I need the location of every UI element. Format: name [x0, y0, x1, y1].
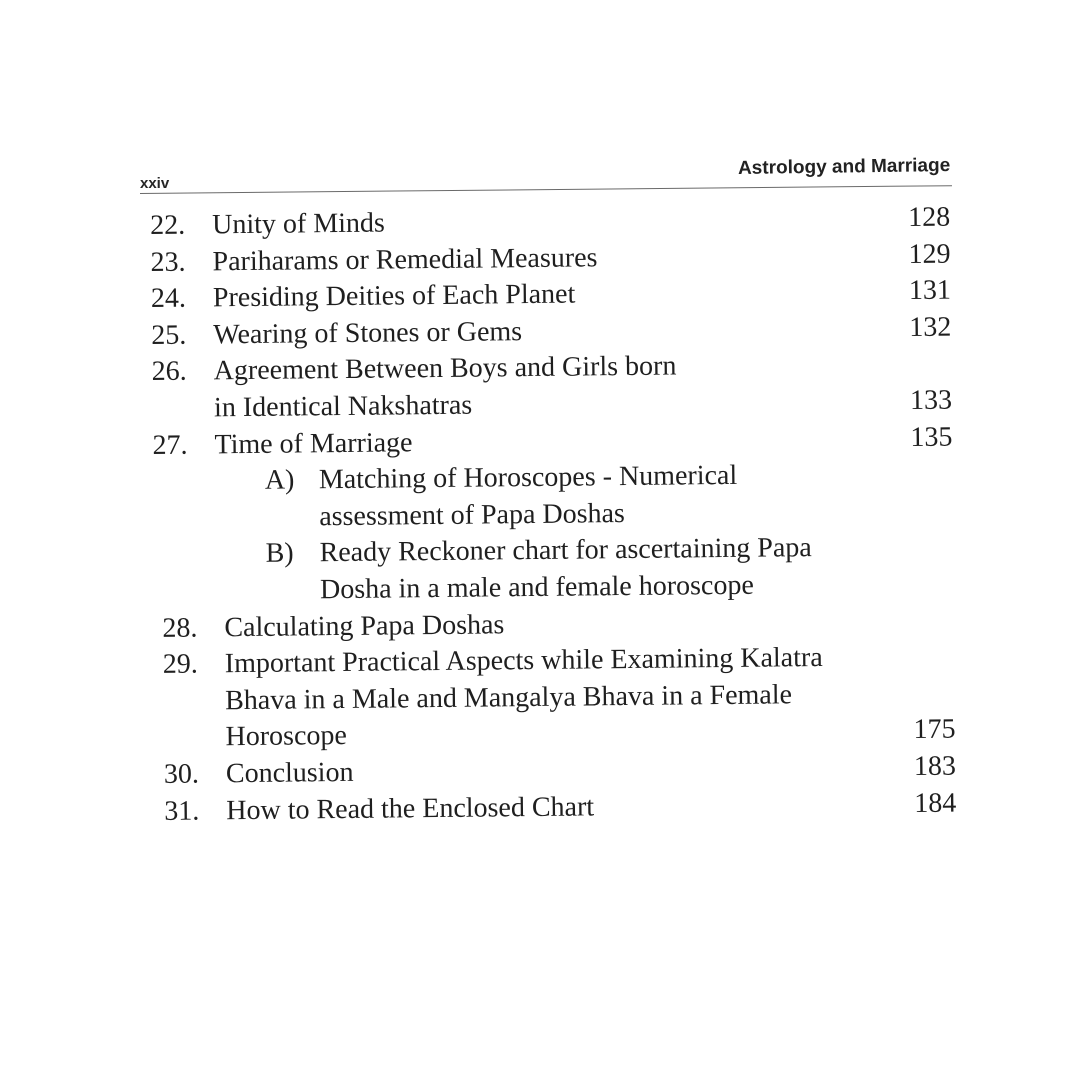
toc-entry-page: 135	[910, 421, 953, 453]
toc-subentry-title-line: assessment of Papa Doshas	[319, 497, 626, 532]
toc-entry-title: Calculating Papa Doshas	[224, 608, 505, 643]
toc-entry-title: Wearing of Stones or Gems	[213, 315, 523, 351]
table-of-contents	[150, 199, 976, 830]
toc-subentry-title-line: Ready Reckoner chart for ascertaining Papa	[319, 532, 812, 569]
toc-entry-number: 24.	[150, 282, 187, 315]
toc-entry-title: Time of Marriage	[214, 426, 413, 460]
running-head: Astrology and Marriage	[737, 155, 951, 179]
toc-entry-title-line: Agreement Between Boys and Girls born	[213, 350, 677, 387]
toc-entry-title: Unity of Minds	[212, 207, 386, 241]
toc-entry-number: 23.	[150, 246, 186, 278]
toc-entry-number: 30.	[163, 758, 200, 790]
toc-entry-page: 131	[908, 274, 952, 307]
toc-entry-page: 175	[913, 713, 956, 746]
toc-entry-page: 183	[913, 750, 957, 782]
toc-entry	[156, 785, 976, 830]
toc-entry-page: 129	[908, 238, 951, 270]
toc-entry-title: Conclusion	[225, 756, 354, 790]
toc-entry-title-line: Bhava in a Male and Mangalya Bhava in a Female	[224, 679, 793, 716]
toc-entry-title-line: in Identical Nakshatras	[213, 389, 473, 424]
toc-entry-number: 31.	[164, 795, 200, 827]
toc-entry-title: How to Read the Enclosed Chart	[226, 790, 595, 826]
toc-entry-title: Pariharams or Remedial Measures	[212, 241, 598, 277]
toc-entry-number: 26.	[151, 356, 187, 388]
toc-entry-number: 22.	[150, 209, 186, 241]
toc-subentry-letter: A)	[264, 464, 295, 496]
toc-subentry-letter: B)	[265, 537, 294, 570]
page-folio: xxiv	[140, 175, 170, 192]
toc-entry-page: 184	[914, 787, 957, 819]
toc-entry-title-line: Horoscope	[225, 720, 347, 753]
toc-entry-number: 25.	[151, 319, 187, 351]
toc-entry-title-line: Important Practical Aspects while Examining Kalatra	[224, 642, 823, 680]
toc-entry-number: 28.	[162, 612, 198, 644]
toc-entry-page: 128	[907, 201, 951, 234]
toc-subentry-title-line: Dosha in a male and female horoscope	[319, 569, 754, 606]
toc-entry-number: 29.	[162, 648, 198, 681]
toc-entry-title: Presiding Deities of Each Planet	[212, 278, 576, 314]
toc-entry-page: 133	[909, 384, 953, 417]
toc-entry-number: 27.	[152, 429, 188, 461]
toc-entry-page: 132	[909, 311, 952, 343]
toc-subentry-title-line: Matching of Horoscopes - Numerical	[318, 460, 738, 496]
